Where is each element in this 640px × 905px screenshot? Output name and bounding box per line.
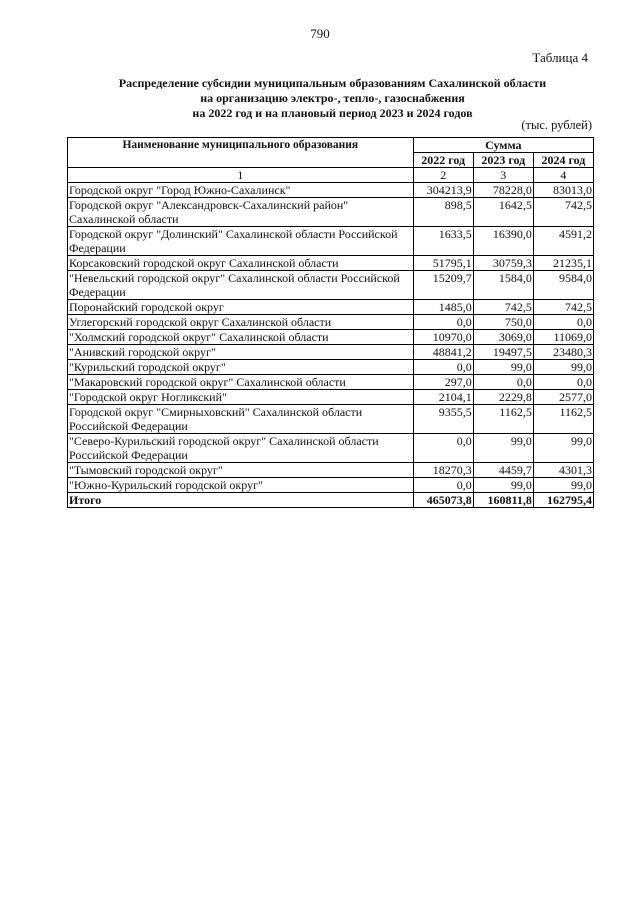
municipality-name: Городской округ "Город Южно-Сахалинск": [68, 183, 414, 198]
amount-2022: 51795,1: [413, 256, 473, 271]
amount-2022: 0,0: [413, 315, 473, 330]
amount-2023: 1584,0: [473, 271, 533, 300]
amount-2024: 2577,0: [533, 390, 593, 405]
amount-2024: 99,0: [533, 478, 593, 493]
year-header-2022: 2022 год: [413, 153, 473, 168]
table-row: [68, 405, 594, 434]
table-row: [68, 375, 594, 390]
amount-2022: 2104,1: [413, 390, 473, 405]
municipality-name: Корсаковский городской округ Сахалинской области: [68, 256, 414, 271]
municipality-name: "Южно-Курильский городской округ": [68, 478, 414, 493]
table-row: [68, 315, 594, 330]
municipality-name: Городской округ "Смирныховский" Сахалинской области Российской Федерации: [68, 405, 414, 434]
amount-2023: 750,0: [473, 315, 533, 330]
amount-2022: 1485,0: [413, 300, 473, 315]
municipality-name: Городской округ "Александровск-Сахалинский район" Сахалинской области: [68, 198, 414, 227]
table-body: [68, 183, 594, 493]
amount-2022: 304213,9: [413, 183, 473, 198]
amount-2022: 0,0: [413, 478, 473, 493]
title-line: на организацию электро-, тепло-, газоснабжения: [200, 91, 465, 105]
table-row: [68, 434, 594, 463]
municipality-name: "Макаровский городской округ" Сахалинской области: [68, 375, 414, 390]
name-column-header: Наименование муниципального образования: [68, 138, 414, 168]
year-header-2024: 2024 год: [533, 153, 593, 168]
municipality-name: "Невельский городской округ" Сахалинской области Российской Федерации: [68, 271, 414, 300]
table-row: [68, 463, 594, 478]
amount-2024: 742,5: [533, 198, 593, 227]
amount-2024: 99,0: [533, 360, 593, 375]
amount-2024: 99,0: [533, 434, 593, 463]
amount-2024: 4301,3: [533, 463, 593, 478]
amount-2023: 742,5: [473, 300, 533, 315]
table-row: [68, 390, 594, 405]
title-line: Распределение субсидии муниципальным образованиям Сахалинской области: [118, 76, 547, 90]
amount-2023: 99,0: [473, 360, 533, 375]
amount-2023: 1642,5: [473, 198, 533, 227]
amount-2024: 0,0: [533, 375, 593, 390]
subsidy-table: [67, 137, 594, 508]
amount-2024: 1162,5: [533, 405, 593, 434]
table-row: [68, 300, 594, 315]
column-number: 2: [413, 168, 473, 183]
total-2024: 162795,4: [533, 493, 593, 508]
amount-2022: 0,0: [413, 360, 473, 375]
table-row: [68, 330, 594, 345]
amount-2023: 99,0: [473, 478, 533, 493]
municipality-name: "Городской округ Ногликский": [68, 390, 414, 405]
amount-2024: 0,0: [533, 315, 593, 330]
table-row: [68, 345, 594, 360]
amount-2023: 19497,5: [473, 345, 533, 360]
column-number: 4: [533, 168, 593, 183]
amount-2024: 742,5: [533, 300, 593, 315]
amount-2022: 1633,5: [413, 227, 473, 256]
amount-2024: 23480,3: [533, 345, 593, 360]
total-label: Итого: [68, 493, 414, 508]
amount-2023: 2229,8: [473, 390, 533, 405]
amount-2022: 18270,3: [413, 463, 473, 478]
table-row: [68, 183, 594, 198]
amount-2024: 83013,0: [533, 183, 593, 198]
amount-2023: 4459,7: [473, 463, 533, 478]
table-row: [68, 198, 594, 227]
amount-2023: 0,0: [473, 375, 533, 390]
amount-2022: 15209,7: [413, 271, 473, 300]
municipality-name: "Тымовский городской округ": [68, 463, 414, 478]
amount-2023: 30759,3: [473, 256, 533, 271]
amount-2022: 0,0: [413, 434, 473, 463]
table-row: [68, 256, 594, 271]
amount-2024: 9584,0: [533, 271, 593, 300]
municipality-name: Поронайский городской округ: [68, 300, 414, 315]
amount-2023: 1162,5: [473, 405, 533, 434]
amount-2022: 10970,0: [413, 330, 473, 345]
amount-2022: 297,0: [413, 375, 473, 390]
amount-2024: 21235,1: [533, 256, 593, 271]
document-title: [70, 76, 595, 121]
amount-2023: 99,0: [473, 434, 533, 463]
amount-2022: 898,5: [413, 198, 473, 227]
page-number: 790: [310, 26, 330, 41]
year-header-2023: 2023 год: [473, 153, 533, 168]
table-label: Таблица 4: [532, 50, 588, 65]
municipality-name: "Курильский городской округ": [68, 360, 414, 375]
amount-2023: 3069,0: [473, 330, 533, 345]
amount-2023: 78228,0: [473, 183, 533, 198]
table-row: [68, 478, 594, 493]
amount-2022: 9355,5: [413, 405, 473, 434]
table-row: [68, 360, 594, 375]
table-row: [68, 227, 594, 256]
total-row: [68, 493, 594, 508]
units-label: (тыс. рублей): [521, 118, 592, 132]
municipality-name: Углегорский городской округ Сахалинской области: [68, 315, 414, 330]
amount-2024: 4591,2: [533, 227, 593, 256]
amount-2022: 48841,2: [413, 345, 473, 360]
municipality-name: "Анивский городской округ": [68, 345, 414, 360]
municipality-name: Городской округ "Долинский" Сахалинской области Российской Федерации: [68, 227, 414, 256]
amount-2023: 16390,0: [473, 227, 533, 256]
table-row: [68, 271, 594, 300]
total-2023: 160811,8: [473, 493, 533, 508]
sum-column-header: Сумма: [413, 138, 593, 153]
title-line: на 2022 год и на плановый период 2023 и 2024 годов: [192, 106, 473, 120]
column-number: 1: [68, 168, 414, 183]
column-number: 3: [473, 168, 533, 183]
municipality-name: "Холмский городской округ" Сахалинской области: [68, 330, 414, 345]
amount-2024: 11069,0: [533, 330, 593, 345]
total-2022: 465073,8: [413, 493, 473, 508]
municipality-name: "Северо-Курильский городской округ" Сахалинской области Российской Федерации: [68, 434, 414, 463]
